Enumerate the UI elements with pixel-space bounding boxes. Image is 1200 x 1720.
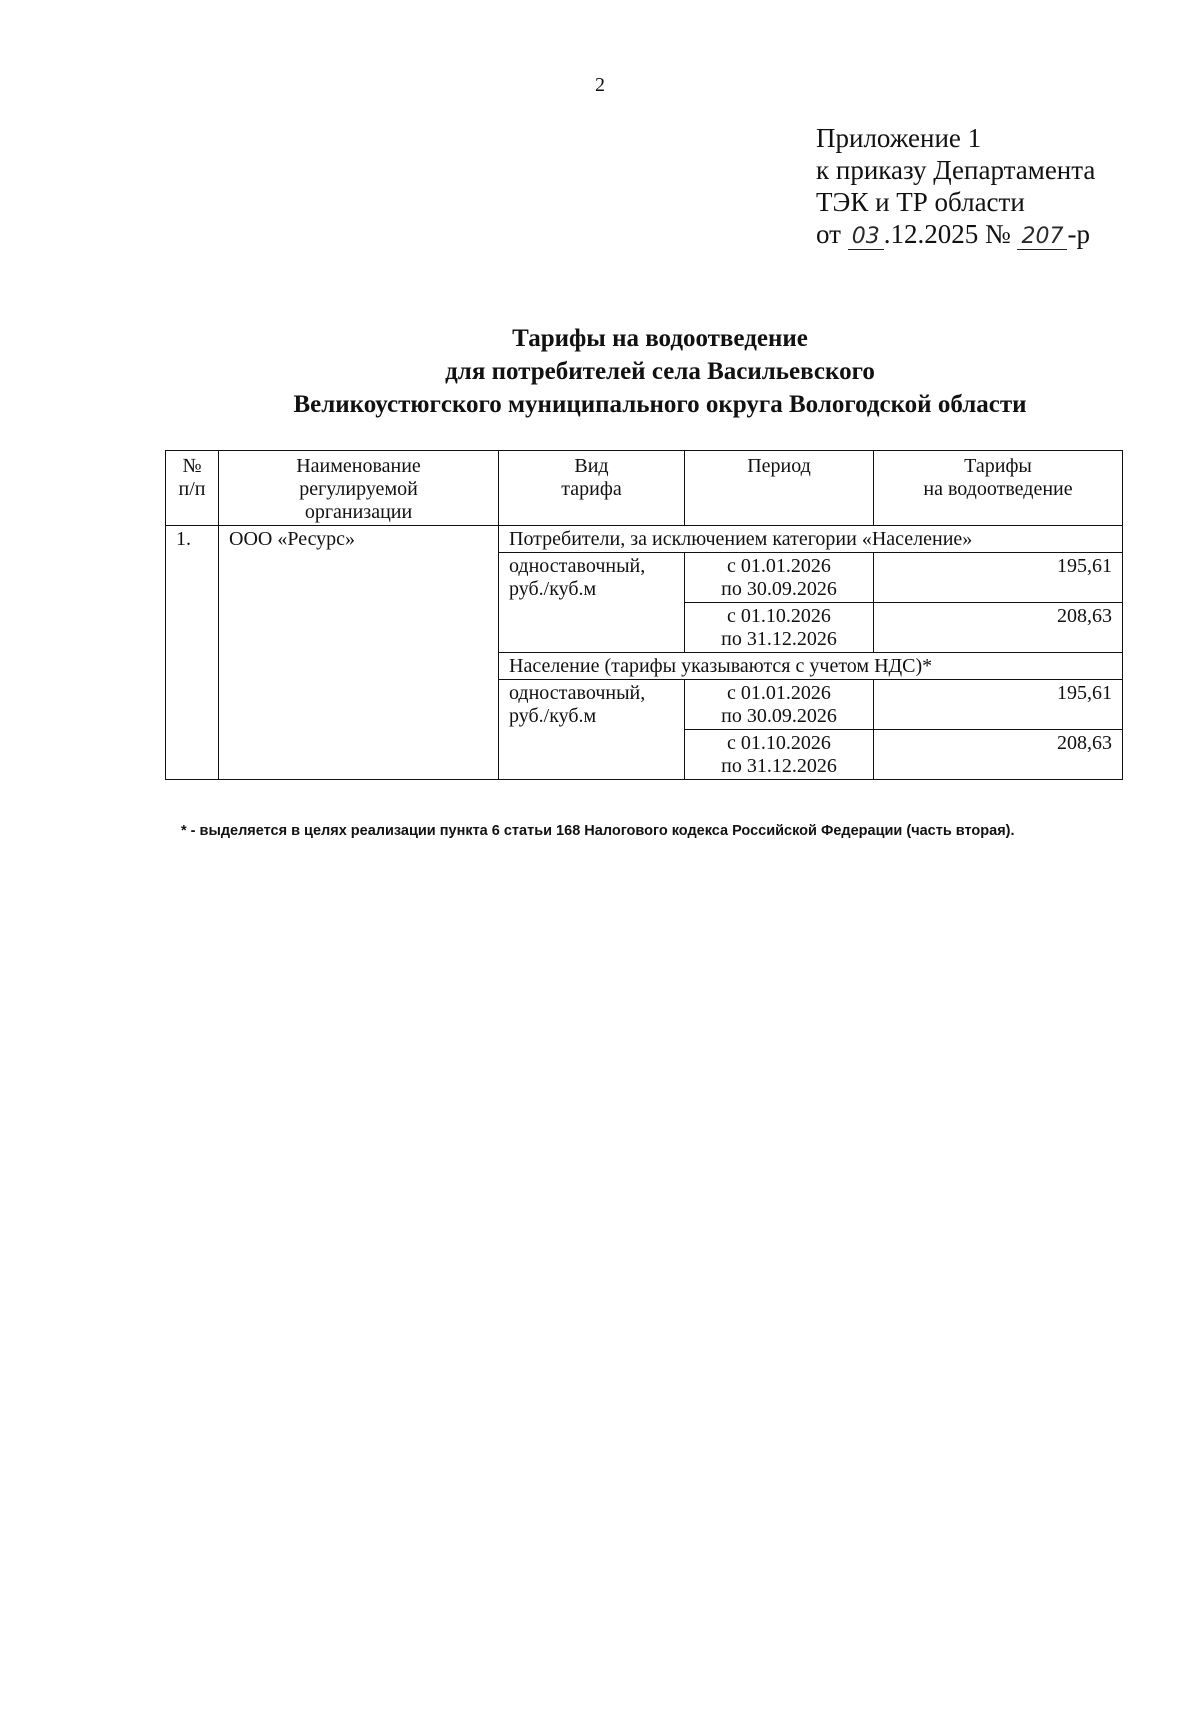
document-title bbox=[0, 322, 1200, 421]
tariff-value: 208,63 bbox=[874, 603, 1123, 653]
tariff-type-cell: одноставочный, руб./куб.м bbox=[499, 553, 685, 653]
tariff-value: 195,61 bbox=[874, 553, 1123, 603]
period-cell: с 01.01.2026 по 30.09.2026 bbox=[685, 553, 874, 603]
header-period: Период bbox=[685, 451, 874, 526]
handwritten-day: 03 bbox=[848, 225, 884, 250]
page-number: 2 bbox=[595, 74, 605, 96]
appendix-line-2: к приказу Департамента bbox=[816, 155, 1096, 185]
title-line-2: для потребителей села Васильевского bbox=[445, 358, 875, 385]
category-row: Потребители, за исключением категории «Население» bbox=[499, 526, 1123, 553]
header-tariff-type: Вид тарифа bbox=[499, 451, 685, 526]
order-date-rest: .12.2025 № bbox=[883, 219, 1011, 249]
header-organization: Наименование регулируемой организации bbox=[219, 451, 499, 526]
header-number: № п/п bbox=[166, 451, 219, 526]
period-cell: с 01.10.2026 по 31.12.2026 bbox=[685, 730, 874, 780]
tariff-type-cell: одноставочный, руб./куб.м bbox=[499, 680, 685, 780]
header-tariffs: Тарифы на водоотведение bbox=[874, 451, 1123, 526]
table-header-row bbox=[166, 451, 1123, 526]
title-line-1: Тарифы на водоотведение bbox=[512, 325, 808, 352]
tariff-value: 208,63 bbox=[874, 730, 1123, 780]
order-date-prefix: от bbox=[816, 219, 841, 249]
order-number-suffix: -р bbox=[1067, 219, 1090, 249]
period-cell: с 01.10.2026 по 31.12.2026 bbox=[685, 603, 874, 653]
appendix-line-3: ТЭК и ТР области bbox=[816, 187, 1025, 217]
category-row: Население (тарифы указываются с учетом НДС)* bbox=[499, 653, 1123, 680]
appendix-header bbox=[816, 122, 1095, 250]
organization-name: ООО «Ресурс» bbox=[219, 526, 499, 780]
title-line-3: Великоустюгского муниципального округа Вологодской области bbox=[293, 391, 1027, 418]
handwritten-order-number: 207 bbox=[1017, 225, 1067, 250]
period-cell: с 01.01.2026 по 30.09.2026 bbox=[685, 680, 874, 730]
table-row bbox=[166, 526, 1123, 553]
tariff-table bbox=[165, 450, 1123, 780]
appendix-line-1: Приложение 1 bbox=[816, 123, 982, 153]
footnote: * - выделяется в целях реализации пункта 6 статьи 168 Налогового кодекса Российской Федерации (часть вторая). bbox=[181, 823, 1015, 839]
tariff-value: 195,61 bbox=[874, 680, 1123, 730]
row-number: 1. bbox=[166, 526, 219, 780]
appendix-line-4 bbox=[816, 218, 1095, 250]
